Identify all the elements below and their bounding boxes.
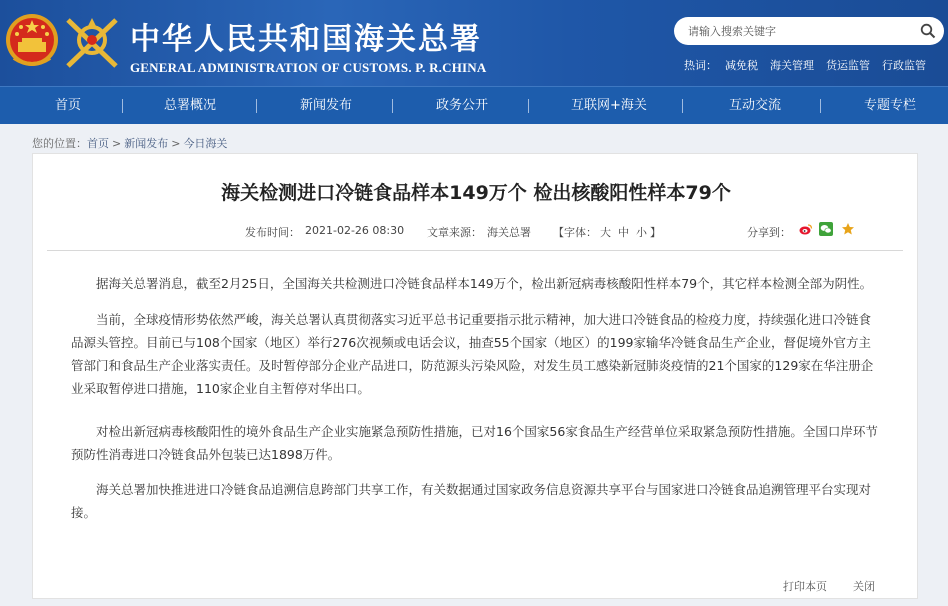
breadcrumb (32, 135, 227, 151)
meta-divider (47, 250, 903, 251)
hot-words-label: 热词： (684, 59, 717, 72)
print-page-link[interactable]: 打印本页 (783, 580, 827, 593)
close-link[interactable]: 关闭 (853, 580, 875, 593)
breadcrumb-home[interactable]: 首页 (87, 137, 109, 150)
nav-separator (820, 99, 821, 113)
search-box (674, 17, 944, 45)
nav-item-overview[interactable]: 总署概况 (164, 98, 217, 113)
published-time: 2021-02-26 08:30 (305, 224, 405, 237)
breadcrumb-separator: > (171, 137, 181, 150)
customs-logo-icon[interactable] (62, 14, 122, 72)
nav-item-gov-affairs[interactable]: 政务公开 (436, 98, 489, 113)
nav-separator (256, 99, 257, 113)
nav-separator (122, 99, 123, 113)
site-title-cn[interactable]: 中华人民共和国海关总署 (130, 22, 482, 57)
nav-item-home[interactable]: 首页 (55, 98, 82, 113)
main-nav (0, 86, 948, 124)
search-icon[interactable] (920, 23, 936, 39)
nav-separator (528, 99, 529, 113)
font-size-small[interactable]: 小 (636, 226, 647, 239)
hot-words (684, 57, 938, 73)
weibo-icon[interactable] (799, 222, 813, 236)
site-title-en: GENERAL ADMINISTRATION OF CUSTOMS. P. R.CHINA (130, 60, 487, 75)
font-size-label: 【字体： (553, 226, 597, 239)
article-paragraph: 当前，全球疫情形势依然严峻，海关总署认真贯彻落实习近平总书记重要指示批示精神，加大进口冷链食品的检疫力度，持续强化进口冷链食品源头管控。目前已与108个国家（地区）举行276次视频或电话会议，抽查55个国家（地区）的199家输华冷链食品生产企业，督促境外官方主管部门和食品生产企业落实责任。及时暂停部分企业产品进口，防范源头污染风险，对发生员工感染新冠肺炎疫情的21个国家的129家在华注册企业采取暂停进口措施，110家企业自主暂停对华出口。 (71, 312, 874, 396)
source-label: 文章来源： (427, 226, 482, 239)
share-label: 分享到： (747, 226, 791, 239)
published-label: 发布时间： (245, 226, 300, 239)
nav-item-special-topics[interactable]: 专题专栏 (864, 98, 917, 113)
article-paragraph: 对检出新冠病毒核酸阳性的境外食品生产企业实施紧急预防性措施，已对16个国家56家食品生产经营单位采取紧急预防性措施。全国口岸环节预防性消毒进口冷链食品外包装已达1898万件。 (71, 424, 878, 462)
favorite-icon[interactable] (841, 222, 855, 236)
breadcrumb-label: 您的位置： (32, 137, 87, 150)
nav-separator (392, 99, 393, 113)
article-paragraph: 据海关总署消息，截至2月25日，全国海关共检测进口冷链食品样本149万个，检出新冠病毒核酸阳性样本79个，其它样本检测全部为阴性。 (96, 276, 873, 291)
wechat-icon[interactable] (819, 222, 833, 236)
hot-word-link[interactable]: 货运监管 (826, 59, 870, 72)
article-meta (33, 224, 919, 242)
font-size-close: 】 (650, 226, 661, 239)
breadcrumb-separator: > (112, 137, 122, 150)
nav-item-interaction[interactable]: 互动交流 (729, 98, 782, 113)
hot-word-link[interactable]: 行政监管 (882, 59, 926, 72)
search-input[interactable] (688, 21, 908, 41)
article-paragraph: 海关总署加快推进进口冷链食品追溯信息跨部门共享工作，有关数据通过国家政务信息资源共享平台与国家进口冷链食品追溯管理平台实现对接。 (71, 482, 872, 520)
breadcrumb-news[interactable]: 新闻发布 (124, 137, 169, 150)
nav-item-internet-customs[interactable]: 互联网+海关 (571, 98, 647, 113)
site-header (0, 0, 948, 86)
nav-item-news[interactable]: 新闻发布 (300, 98, 353, 113)
source-value: 海关总署 (487, 226, 531, 239)
font-size-large[interactable]: 大 (600, 226, 611, 239)
national-emblem-icon[interactable] (4, 10, 60, 72)
nav-separator (682, 99, 683, 113)
hot-word-link[interactable]: 减免税 (725, 59, 758, 72)
article-panel (32, 153, 918, 599)
hot-word-link[interactable]: 海关管理 (770, 59, 814, 72)
breadcrumb-today-customs[interactable]: 今日海关 (183, 137, 228, 150)
article-title: 海关检测进口冷链食品样本149万个 检出核酸阳性样本79个 (221, 182, 731, 204)
font-size-medium[interactable]: 中 (618, 226, 629, 239)
